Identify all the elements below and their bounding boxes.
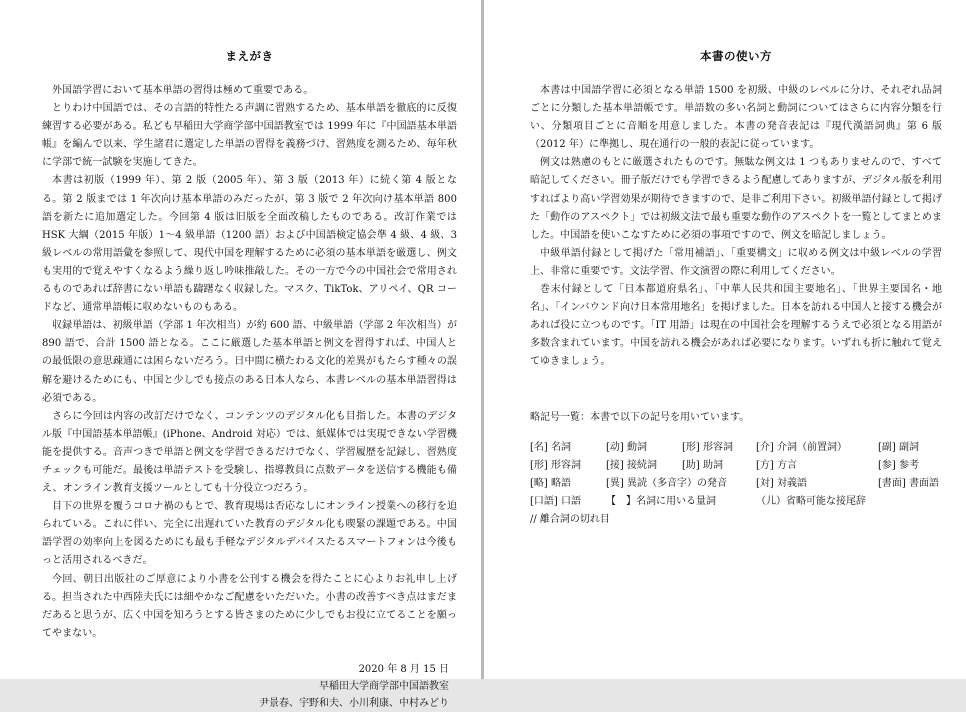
paragraph: 中級単語付録として掲げた「常用補語」、「重要構文」に収める例文は中級レベルの学習上、非常に重要です。文法学習、作文演習の際に利用してください。: [530, 247, 942, 277]
legend-item: [接] 接続詞: [606, 459, 657, 471]
paragraph: 外国語学習において基本単語の習得は極めて重要である。: [52, 85, 314, 96]
legend-item: （儿）省略可能な接尾辞: [756, 495, 866, 507]
page-title: 本書の使い方: [700, 49, 772, 63]
legend-item: [方] 方言: [756, 459, 797, 471]
signature-block: [42, 661, 457, 712]
signature-authors: 尹景春、宇野和夫、小川利康、中村みどり: [259, 697, 449, 709]
legend-item: [名] 名詞: [530, 441, 571, 453]
preface-body: [42, 82, 457, 643]
legend-item: 【 】名詞に用いる量詞: [606, 495, 716, 507]
paragraph: とりわけ中国語では、その言語的特性たる声調に習熟するため、基本単語を徹底的に反復練習する必要がある。私ども早稲田大学商学部中国語教室では 1999 年に『中国語基本単語帳』を編んで以来、学生諸君に選定した単語の習得を義務づけ、習熟度を測るため、毎年秋に学部で統一試験を実施してきた。: [42, 103, 457, 169]
right-page: [484, 0, 966, 679]
legend-item: [略] 略語: [530, 477, 571, 489]
paragraph: 本書は中国語学習に必須となる単語 1500 を初級、中級のレベルに分け、それぞれ品詞ごとに分類した基本単語帳です。単語数の多い名詞と動詞についてはさらに内容分類を行い、分類項目ごとに音順を用意しました。本書の発音表記は『現代漢語詞典』第 6 版（2012 年）に準拠し、現在通行の一般的表記に従っています。: [530, 85, 942, 151]
left-page: [0, 0, 481, 709]
legend-item: [異] 異読（多音字）の発音: [606, 477, 727, 489]
legend-item: [介] 介詞（前置詞）: [756, 441, 847, 453]
legend-item: [書面] 書面語: [878, 477, 939, 489]
signature-date: 2020 年 8 月 15 日: [358, 663, 449, 675]
legend-item: [副] 副詞: [878, 441, 919, 453]
legend-item: [动] 動詞: [606, 441, 647, 453]
legend-item: [形] 形容詞: [530, 459, 581, 471]
legend-item: [参] 参考: [878, 459, 919, 471]
abbreviation-legend: [530, 439, 942, 511]
usage-body: [530, 82, 942, 372]
legend-item: [対] 対義語: [756, 477, 807, 489]
legend-title: 略記号一覧：本書で以下の記号を用いています。: [530, 411, 750, 423]
legend-item: // 離合詞の切れ目: [530, 513, 610, 525]
paragraph: 例文は熟慮のもとに厳選されたものです。無駄な例文は 1 つもありませんので、すべて暗記してください。冊子版だけでも学習できるよう配慮してありますが、デジタル版を利用すればより高い学習効果が期待できますので、是非ご利用下さい。初級単語付録として掲げた「動作のアスペクト」では初級文法で最も重要な動作のアスペクトを一覧としてまとめました。中国語を使いこなすために必須の事項ですので、例文を暗記しましょう。: [530, 157, 942, 241]
paragraph: 目下の世界を覆うコロナ禍のもとで、教育現場は否応なしにオンライン授業への移行を迫られている。これに伴い、完全に出遅れていた教育のデジタル化も喫緊の課題である。中国語学習の効率向上を図るためにも最も手軽なデジタルデバイスたるスマートフォンは今後もっと活用されるべきだ。: [42, 501, 457, 567]
signature-org: 早稲田大学商学部中国語教室: [319, 680, 449, 692]
paragraph: 巻末付録として「日本都道府県名」、「中華人民共和国主要地名」、「世界主要国名・地名」、「インバウンド向け日本常用地名」を掲げました。日本を訪れる中国人と接する機会があれば役に立つものです。「IT 用語」は現在の中国社会を理解するうえで必須となる用語が多数含まれています。中国を訪れる機会があれば必要になります。いずれも折に触れて覚えてゆきましょう。: [530, 284, 942, 368]
page-title: まえがき: [225, 49, 274, 63]
paragraph: 今回、朝日出版社のご厚意により小書を公刊する機会を得たことに心よりお礼申し上げる。担当された中西陸夫氏には細やかなご配慮をいただいた。小書の改善すべき点はまだまだあると思うが、広く中国を知ろうとする皆さまのために少しでもお役に立てることを願ってやまない。: [42, 573, 457, 639]
paragraph: 本書は初版（1999 年）、第 2 版（2005 年）、第 3 版（2013 年）に続く第 4 版となる。第 2 版までは 1 年次向け基本単語のみだったが、第 3 版で 2 年次向け基本単語 800 語を新たに追加選定した。今回第 4 版は旧版を全面改稿したものである。改訂作業では HSK 大綱（2015 年版）1～4 級単語（1200 語）および中国語検定協会準 4 級、4 級、3 級レベルの常用語彙を参照して、現代中国を理解するために必須の基本単語を厳選し、例文も実用的で覚えやすくなるよう繰り返し吟味推敲した。その一方で今の中国社会で常用されるものであれば辞書にない単語も躊躇なく収録した。マスク、TikTok、アリペイ、QR コードなど、通常単語帳に収めないものもある。: [42, 175, 457, 314]
paragraph: 収録単語は、初級単語（学部 1 年次相当）が約 600 語、中級単語（学部 2 年次相当）が 890 語で、合計 1500 語となる。ここに厳選した基本単語と例文を習得すれば、中国人との最低限の意思疎通には困らないだろう。日中間に横たわる文化的差異がもたらす種々の誤解を避けるためにも、中国と少しでも接点のある日本人なら、本書レベルの基本単語習得は必須である。: [42, 320, 457, 404]
legend-item: [形] 形容詞: [682, 441, 733, 453]
legend-item: [口語] 口語: [530, 495, 581, 507]
legend-item: [助] 助詞: [682, 459, 723, 471]
paragraph: さらに今回は内容の改訂だけでなく、コンテンツのデジタル化も目指した。本書のデジタル版『中国語基本単語帳』(iPhone、Android 対応）では、紙媒体では実現できない学習機能を提供する。音声つきで単語と例文を学習できるだけでなく、学習履歴を記録し、習熟度チェックも可能だ。最後は単語テストを受験し、指導教員に点数データを送信する機能も備え、オンライン教育支援ツールとしても十分役立つだろう。: [42, 410, 457, 495]
